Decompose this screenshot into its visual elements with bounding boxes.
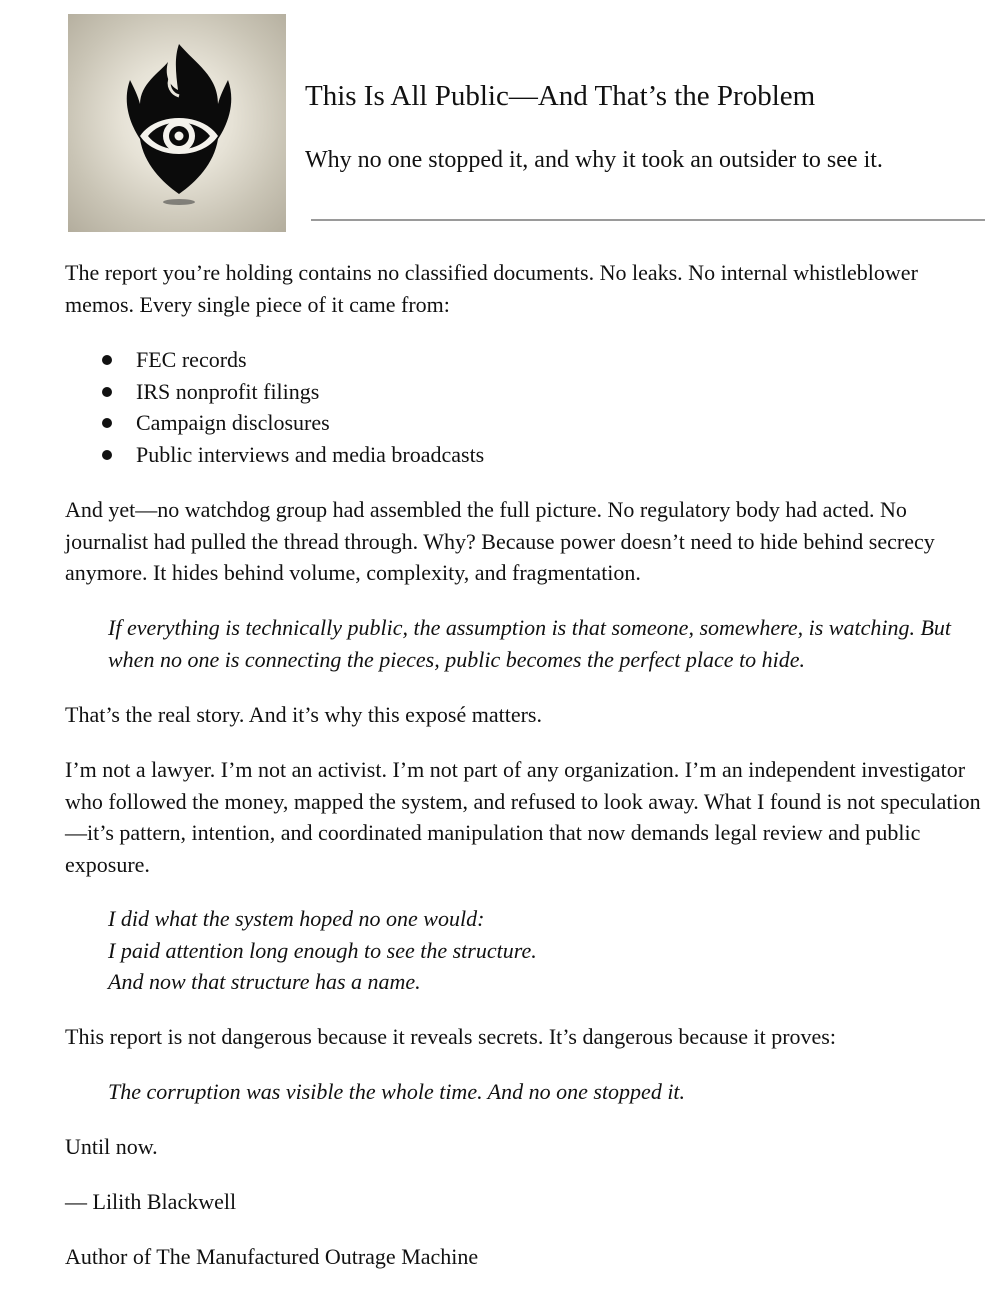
quote-line: I did what the system hoped no one would: bbox=[108, 906, 485, 931]
quote-line: I paid attention long enough to see the structure. bbox=[108, 937, 537, 963]
list-item: Campaign disclosures bbox=[65, 407, 484, 439]
list-item: FEC records bbox=[65, 344, 484, 376]
bullet-icon bbox=[102, 418, 112, 428]
real-story-paragraph: That’s the real story. And it’s why this exposé matters. bbox=[65, 702, 542, 727]
pull-quote-public: If everything is technically public, the assumption is that someone, somewhere, is watching. But when no one is connecting the pieces, public becomes the perfect place to hide. bbox=[108, 615, 951, 672]
investigator-paragraph: I’m not a lawyer. I’m not an activist. I’m not part of any organization. I’m an independent investigator who followed the money, mapped the system, and refused to look away. What I found is not speculation—it’s pattern, intention, and coordinated manipulation that now demands legal review and public exposure. bbox=[65, 757, 981, 877]
list-item: IRS nonprofit filings bbox=[65, 376, 484, 408]
bullet-icon bbox=[102, 450, 112, 460]
dangerous-paragraph: This report is not dangerous because it reveals secrets. It’s dangerous because it proves: bbox=[65, 1024, 836, 1049]
signature: — Lilith Blackwell bbox=[65, 1189, 237, 1214]
bullet-icon bbox=[102, 387, 112, 397]
watchdog-paragraph: And yet—no watchdog group had assembled the full picture. No regulatory body had acted. No journalist had pulled the thread through. Why? Because power doesn’t need to hide behind secrecy anymore. It hides behind volume, complexity, and fragmentation. bbox=[65, 497, 935, 585]
pull-quote-structure bbox=[108, 903, 998, 998]
list-item: Public interviews and media broadcasts bbox=[65, 439, 484, 471]
logo-image bbox=[68, 14, 286, 232]
header-divider bbox=[311, 219, 985, 221]
bullet-icon bbox=[102, 355, 112, 365]
pull-quote-corruption: The corruption was visible the whole time. And no one stopped it. bbox=[108, 1079, 686, 1104]
page-title: This Is All Public—And That’s the Problem bbox=[305, 80, 816, 112]
intro-paragraph: The report you’re holding contains no classified documents. No leaks. No internal whistleblower memos. Every single piece of it came from: bbox=[65, 260, 918, 317]
author-credit: Author of The Manufactured Outrage Machine bbox=[65, 1244, 479, 1269]
source-list bbox=[65, 344, 484, 470]
quote-line: And now that structure has a name. bbox=[108, 969, 421, 994]
eye-flame-icon bbox=[68, 14, 286, 232]
page-subtitle: Why no one stopped it, and why it took an outsider to see it. bbox=[305, 147, 883, 173]
until-now-paragraph: Until now. bbox=[65, 1134, 158, 1159]
